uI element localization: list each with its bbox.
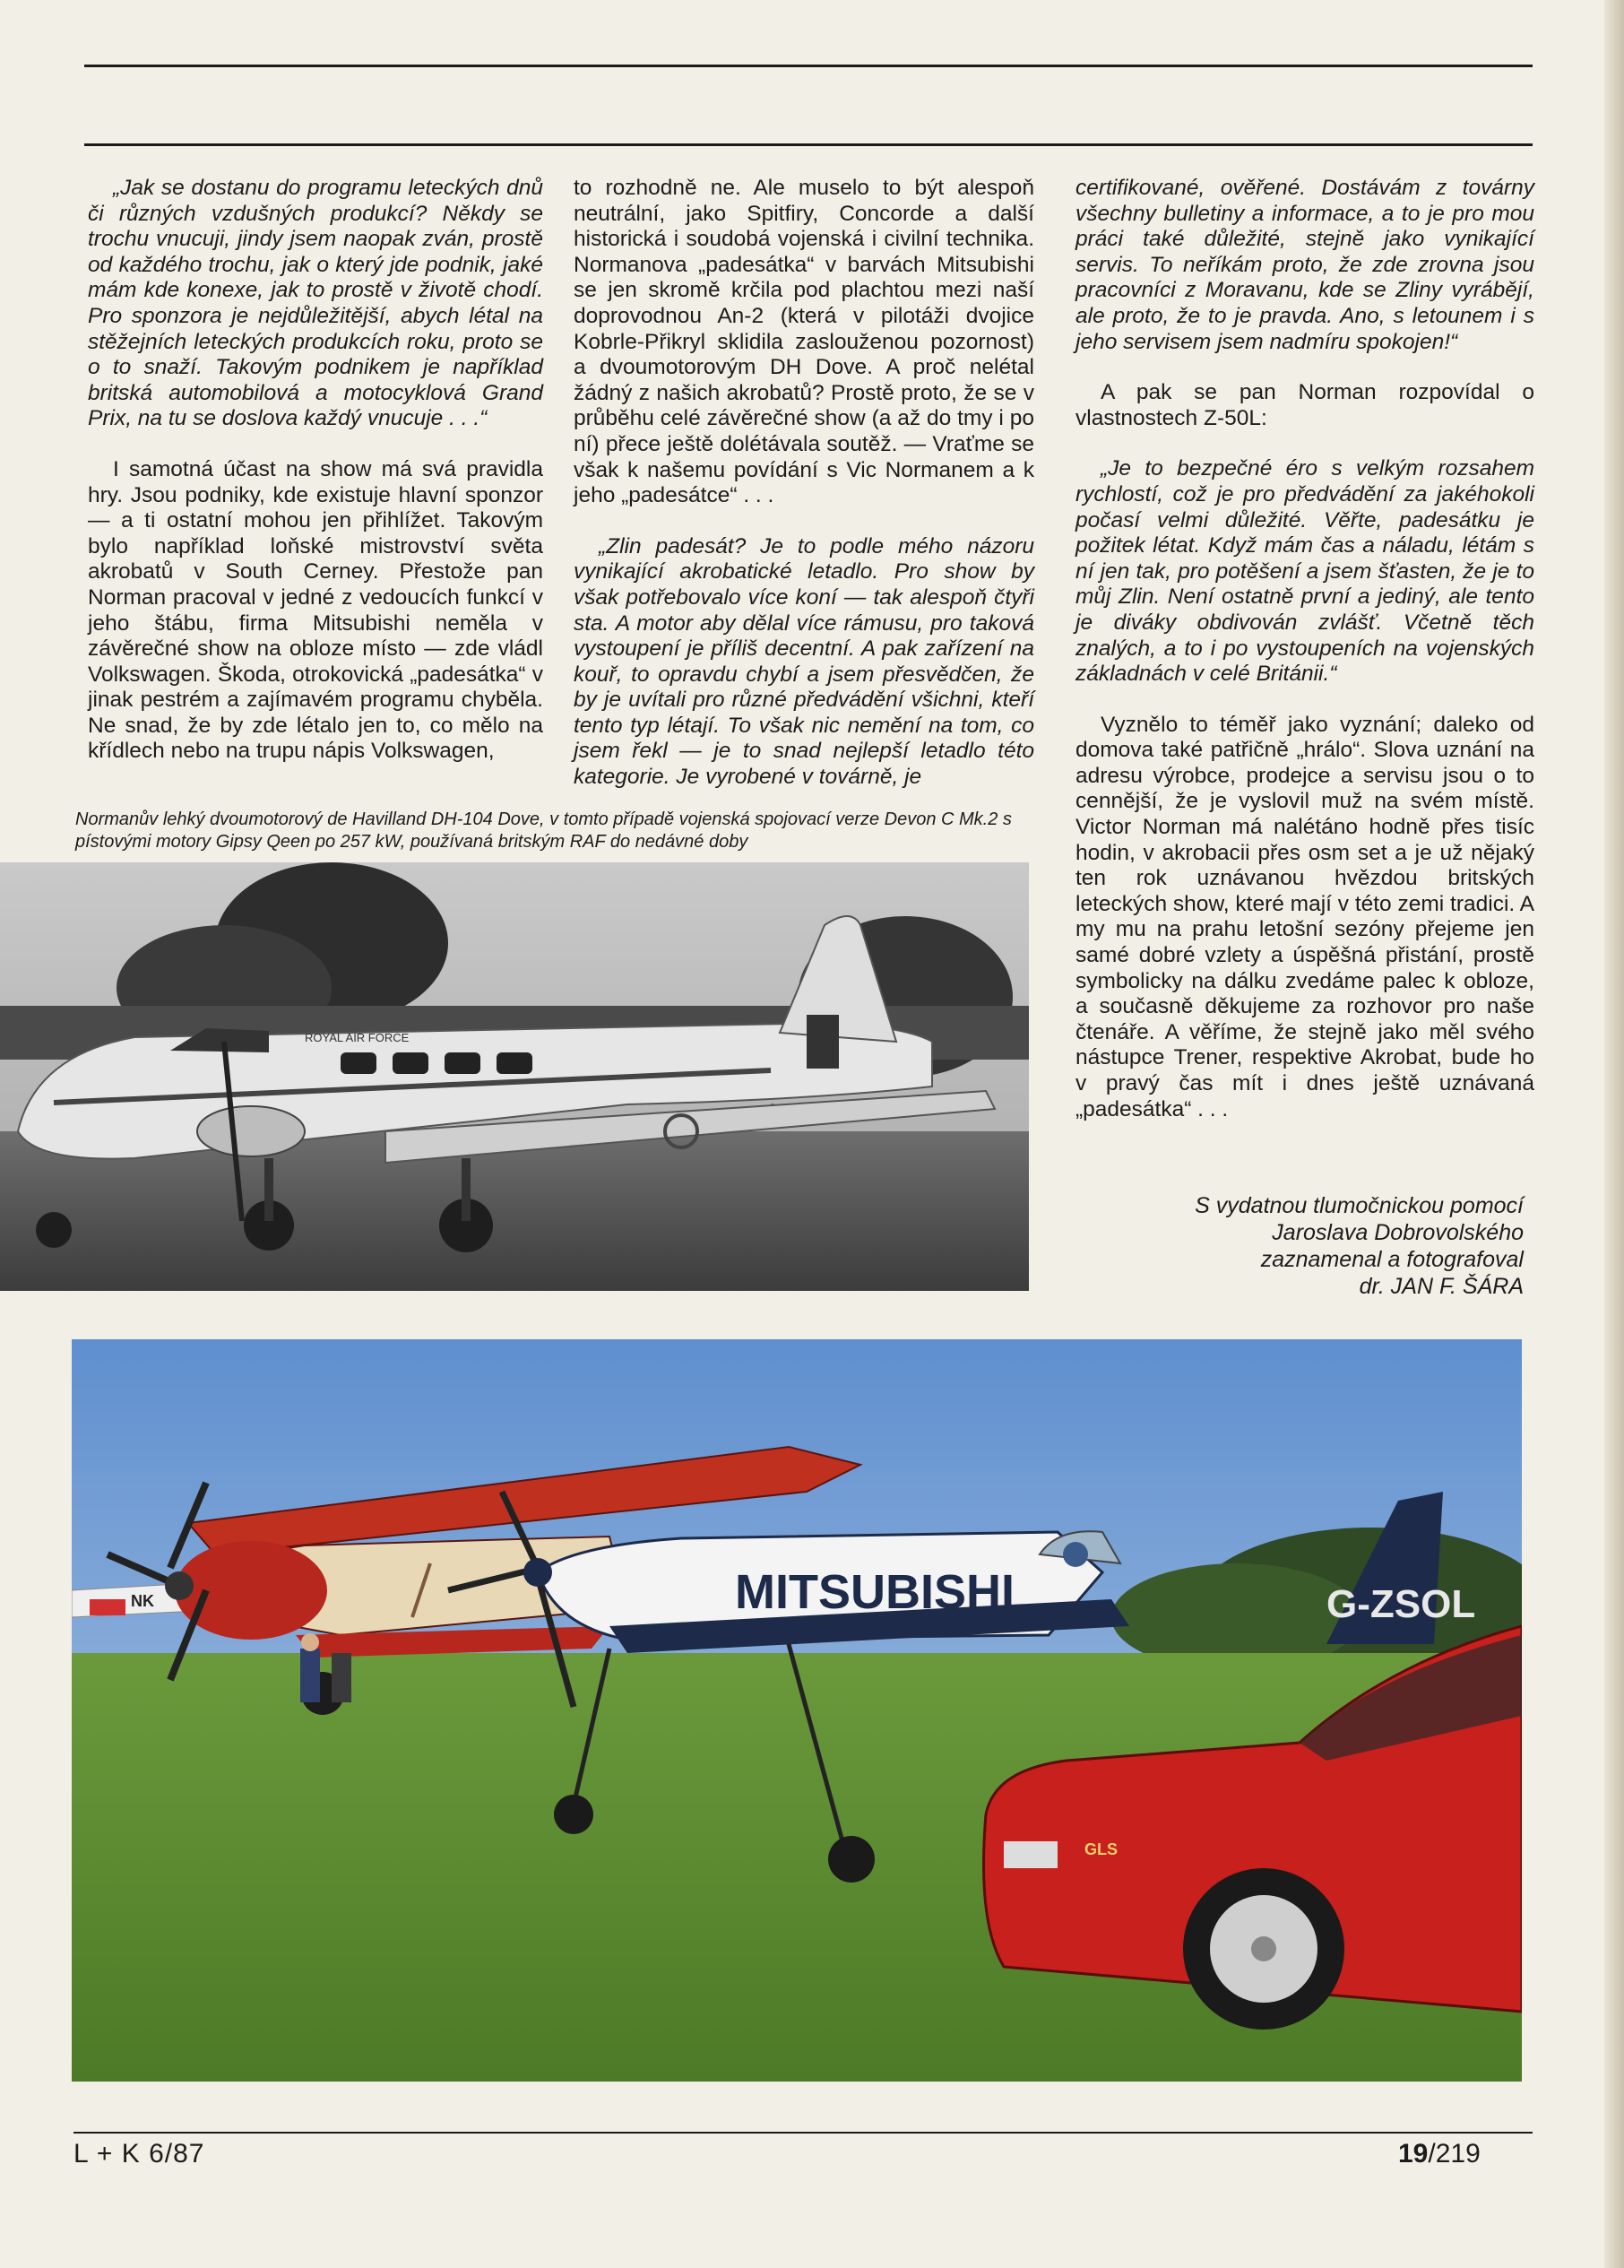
an2-registration-text: NK [131,1592,154,1610]
author-credit [1049,1192,1524,1300]
page-number-total: /219 [1428,2139,1481,2168]
zlin-livery-text: MITSUBISHI [735,1565,1015,1619]
header-rule-top [84,65,1533,67]
dove-fuselage-text: ROYAL AIR FORCE [305,1031,410,1044]
footer-rule [73,2132,1533,2134]
article-paragraph: to rozhodně ne. Ale muselo to být alespoň neutrální, jako Spitfiry, Concorde a další historická i soudobá vojenská i civilní technika. Normanova „padesátka“ v barvách Mitsubishi se jen skromě krčila pod plachtou mezi naší doprovodnou An-2 (která v pilotáži dvojice Kobrle-Přikryl sklidila zaslouženou pozornost) a dvoumotorovým DH Dove. A proč nelétal žádný z našich akrobatů? Prostě proto, že se v průběhu celé závěrečné show (a až do tmy i po ní) přece ještě dolétávala soutěž. — Vraťme se však k našemu povídání s Vic Normanem a k jeho „padesátce“ . . . [574,176,1034,508]
article-paragraph: „Je to bezpečné éro s velkým rozsahem rychlostí, což je pro předvádění za jakéhokoli počasí velmi důležité. Věřte, padesátku je požitek létat. Když mám čas a náladu, létám s ní jen tak, pro potěšení a jsem šťasten, že je to můj Zlin. Není ostatně první a jediný, ale tento je diváky obdivován zvlášť. Včetně těch znalých, a to i po vystoupeních na vojenských základnách v celé Británii.“ [1075,456,1534,687]
dove-photo-graphic [0,862,1029,1291]
article-paragraph: „Jak se dostanu do programu leteckých dnů či různých vzdušných produkcí? Někdy se trochu vnucuji, jindy jsem naopak zván, prostě od každého trochu, jak o který jde podnik, jaké mám kde konexe, jak to prostě v životě chodí. Pro sponzora je nejdůležitější, abych létal na stěžejních leteckých produkcích roku, proto se o to snaží. Takovým podnikem je například britská automobilová a motocyklová Grand Prix, na tu se doslova každý vnucuje . . .“ [88,176,543,431]
article-paragraph: Vyznělo to téměř jako vyznání; daleko od domova také patřičně „hrálo“. Slova uznání na adresu výrobce, prodejce a servisu jsou o to cennější, že je vyslovil muž na svém místě. Victor Norman má nalétáno hodně přes tisíc hodin, v akrobacii přes osm set a je už nějaký ten rok uznávanou hvězdou britských leteckých show, které mají v této zemi tradici. A my mu na prahu letošní sezóny přejeme jen samé dobré vzlety a úspěšná přistání, prostě symbolicky na dálku zvedáme palec k obloze, a současně děkujeme za rozhovor pro naše čtenáře. A věříme, že stejně jako měl svého nástupce Trener, respektive Akrobat, bude ho v pravý čas mít i dnes ještě uznávaná „padesátka“ . . . [1075,712,1534,1121]
article-column-1 [88,176,543,790]
article-column-2 [574,176,1034,816]
page-binding-edge [1604,0,1624,2268]
photo-caption: Normanův lehký dvoumotorový de Havilland DH-104 Dove, v tomto případě vojenská spojovací verze Devon C Mk.2 s pístovými motory Gipsy Qeen po 257 kW, používaná britským RAF do nedávné doby [75,809,1012,852]
issue-label: L + K 6/87 [73,2139,205,2168]
dove-photo [0,862,1029,1291]
page-number-bold: 19 [1398,2139,1429,2168]
article-paragraph: A pak se pan Norman rozpovídal o vlastnostech Z-50L: [1075,380,1534,430]
article-paragraph: certifikované, ověřené. Dostávám z továrny všechny bulletiny a informace, a to je pro mou práci také důležité, stejně jako vynikající servis. To neříkám proto, že zde zrovna jsou pracovníci z Moravanu, kde se Zliny vyrábějí, ale proto, že to je pravda. Ano, s letounem i s jeho servisem jsem nadmíru spokojen!“ [1075,176,1534,354]
credit-line: S vydatnou tlumočnickou pomocí [1195,1193,1524,1218]
tail-registration-text: G-ZSOL [1326,1582,1476,1626]
credit-line: dr. JAN F. ŠÁRA [1359,1274,1524,1299]
airshow-color-photo [72,1339,1522,2082]
article-column-3 [1075,176,1534,1147]
credit-line: zaznamenal a fotografoval [1260,1247,1524,1272]
car-badge-text: GLS [1084,1840,1119,1858]
airshow-photo-graphic [72,1339,1522,2082]
header-rule-bottom [84,143,1533,146]
page-number [1398,2139,1481,2169]
article-paragraph: I samotná účast na show má svá pravidla hry. Jsou podniky, kde existuje hlavní sponzor — a ti ostatní mohou jen přihlížet. Takovým bylo například loňské mistrovství světa akrobatů v South Cerney. Přestože pan Norman pracoval v jedné z vedoucích funkcí v jeho štábu, firma Mitsubishi neměla v závěrečné show na obloze místo — zde vládl Volkswagen. Škoda, otrokovická „padesátka“ v jinak pestrém a zajímavém programu chyběla. Ne snad, že by zde létalo jen to, co mělo na křídlech nebo na trupu nápis Volkswagen, [88,456,543,764]
article-paragraph: „Zlin padesát? Je to podle mého názoru vynikající akrobatické letadlo. Pro show by však potřebovalo více koní — tak alespoň čtyři sta. A motor aby dělal více rámusu, pro taková vystoupení je příliš decentní. A pak zařízení na kouř, to opravdu chybí a jsem přesvědčen, že by je uvítali pro různé předvádění všichni, kteří tento typ létají. To však nic nemění na tom, co jsem řekl — je to snad nejlepší letadlo této kategorie. Je vyrobené v továrně, je [574,533,1034,790]
credit-line: Jaroslava Dobrovolského [1272,1220,1524,1245]
